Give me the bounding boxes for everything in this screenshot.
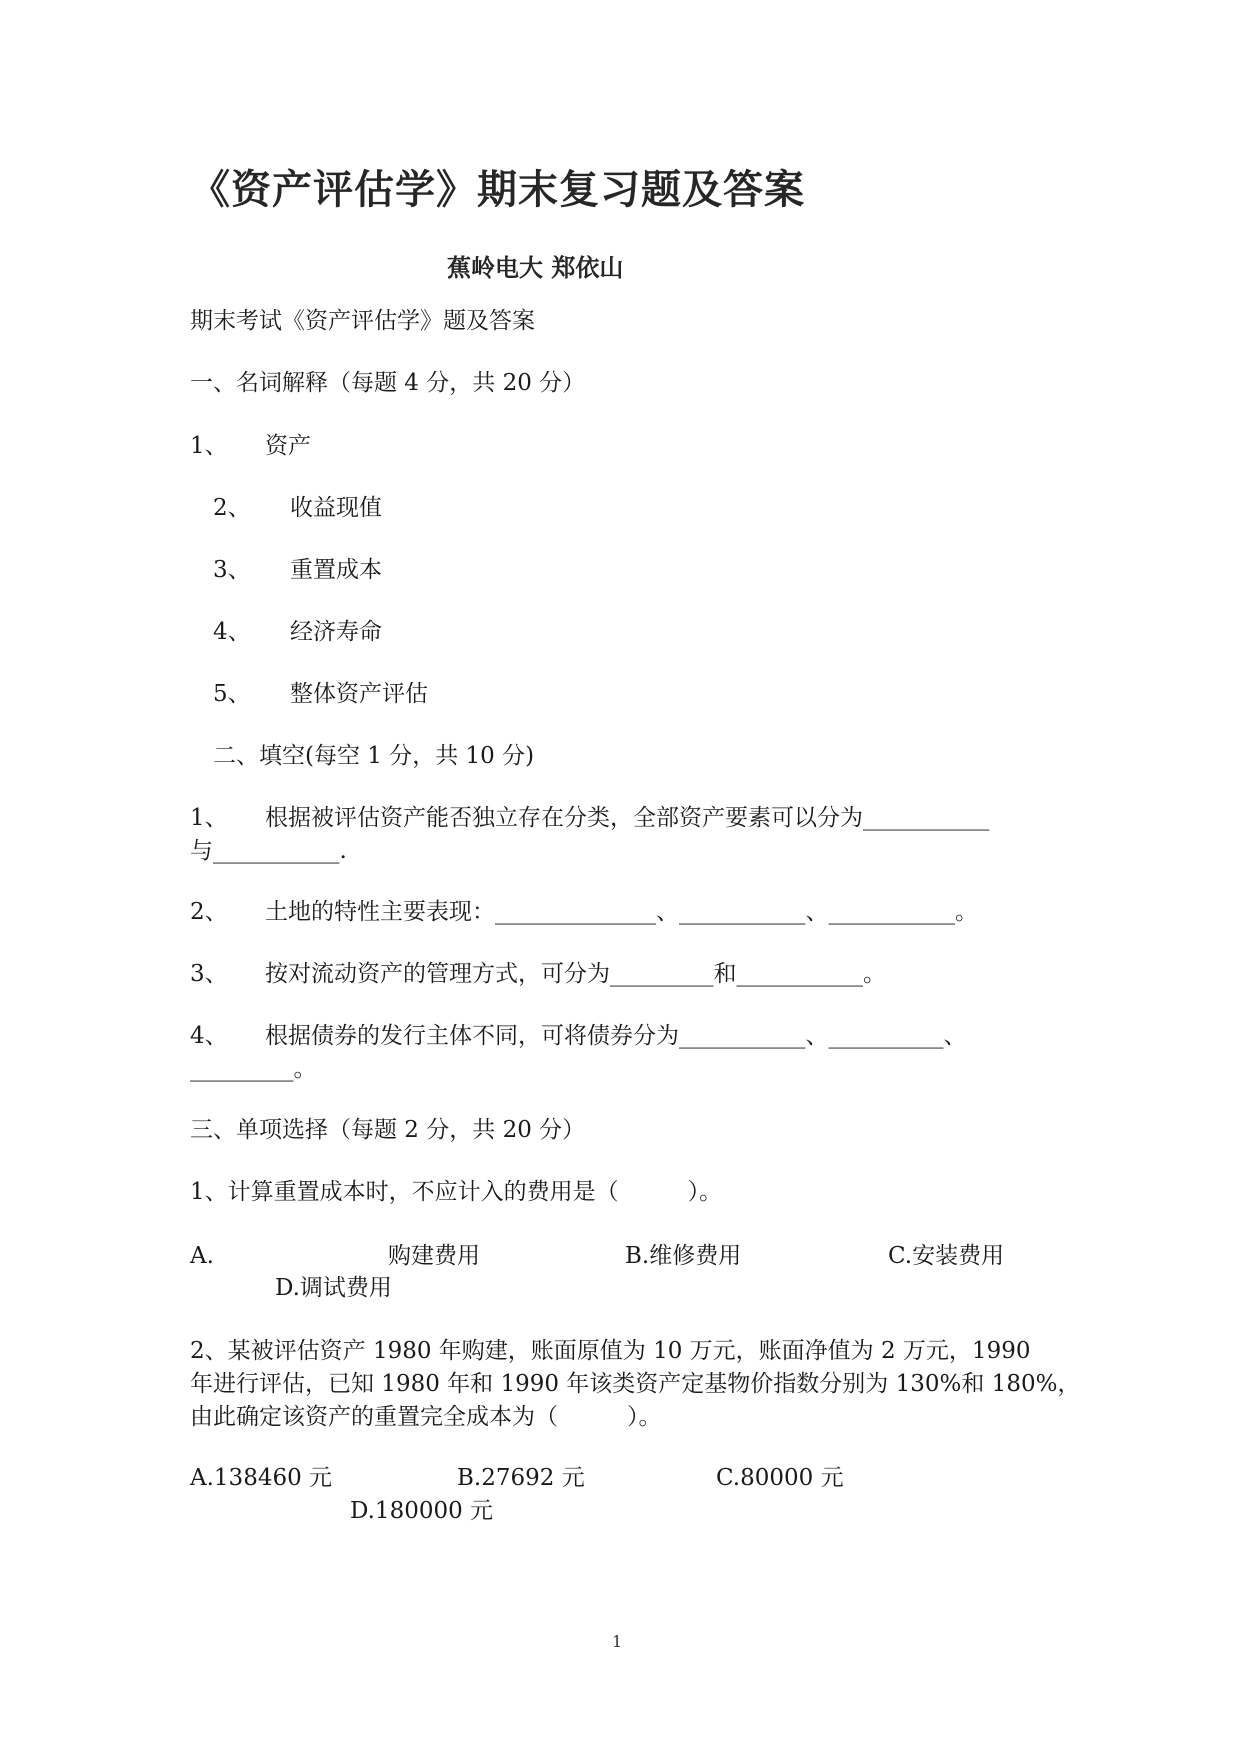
page-number: 1 xyxy=(612,1632,623,1651)
section1-item-4-num: 4、 xyxy=(213,619,251,645)
section3-heading: 三、单项选择（每题 2 分，共 20 分） xyxy=(190,1117,586,1143)
question2-line2: 年进行评估，已知 1980 年和 1990 年该类资产定基物价指数分别为 130%和 180%， xyxy=(190,1371,1081,1397)
section1-heading: 一、名词解释（每题 4 分，共 20 分） xyxy=(190,370,586,396)
question2-option-d: D.180000 元 xyxy=(350,1498,494,1524)
author-line: 蕉岭电大 郑依山 xyxy=(447,254,624,282)
section2-item-2-num: 2、 xyxy=(190,899,228,925)
section2-item-3-num: 3、 xyxy=(190,961,228,987)
question1-stem: 1、计算重置成本时，不应计入的费用是（ ）。 xyxy=(190,1179,723,1205)
section2-item-4-line2: _________。 xyxy=(190,1056,317,1082)
section1-item-1 xyxy=(190,430,228,462)
question1-option-a-text: 购建费用 xyxy=(388,1243,480,1269)
section1-item-3-text: 重置成本 xyxy=(290,557,382,583)
question1-option-c: C.安装费用 xyxy=(888,1243,1005,1269)
question2-option-b: B.27692 元 xyxy=(457,1465,585,1491)
section1-item-3-num: 3、 xyxy=(213,557,251,583)
section1-item-1-text: 资产 xyxy=(265,433,311,459)
intro-line: 期末考试《资产评估学》题及答案 xyxy=(190,308,535,334)
section1-item-2-text: 收益现值 xyxy=(290,495,382,521)
section1-item-5-text: 整体资产评估 xyxy=(290,681,428,707)
section2-item-3-line1: 按对流动资产的管理方式，可分为_________和___________。 xyxy=(265,961,886,987)
question2-option-c: C.80000 元 xyxy=(716,1465,844,1491)
question2-option-a: A.138460 元 xyxy=(190,1465,333,1491)
question2-line1: 2、某被评估资产 1980 年购建，账面原值为 10 万元，账面净值为 2 万元，1990 xyxy=(190,1338,1031,1364)
section2-item-4-num: 4、 xyxy=(190,1023,228,1049)
question1-option-a-label: A. xyxy=(190,1243,214,1269)
section1-item-5-num: 5、 xyxy=(213,681,251,707)
question1-option-b: B.维修费用 xyxy=(625,1243,742,1269)
item-number: 1、 xyxy=(190,433,228,459)
section1-item-2-num: 2、 xyxy=(213,495,251,521)
section2-heading: 二、填空(每空 1 分，共 10 分) xyxy=(213,743,535,769)
section2-item-1-line2: 与___________. xyxy=(190,838,347,864)
section2-item-1-line1: 根据被评估资产能否独立存在分类，全部资产要素可以分为___________ xyxy=(265,805,990,831)
section2-item-2-line1: 土地的特性主要表现：______________、___________、___________。 xyxy=(265,899,978,925)
section1-item-4-text: 经济寿命 xyxy=(290,619,382,645)
document-title: 《资产评估学》期末复习题及答案 xyxy=(190,167,805,213)
section2-item-4-line1: 根据债券的发行主体不同，可将债券分为___________、__________、 xyxy=(265,1023,967,1049)
question1-option-d: D.调试费用 xyxy=(275,1275,392,1301)
section2-item-1-num: 1、 xyxy=(190,805,228,831)
question2-line3: 由此确定该资产的重置完全成本为（ ）。 xyxy=(190,1404,662,1430)
